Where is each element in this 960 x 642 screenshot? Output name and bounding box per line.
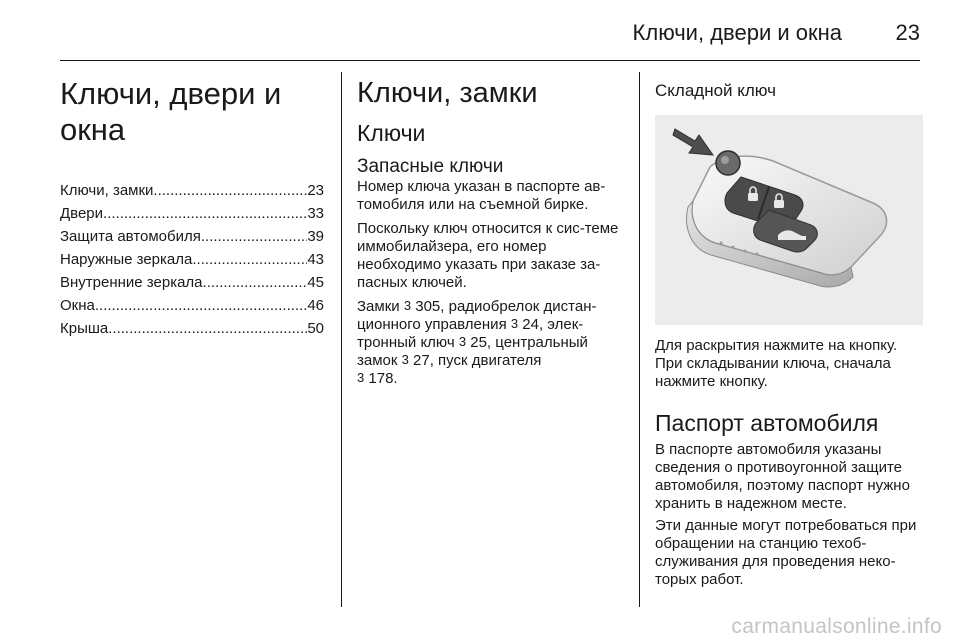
column-divider-1 — [341, 72, 342, 607]
paragraph: Номер ключа указан в паспорте ав-томобиля или на съемной бирке. — [357, 178, 606, 213]
toc-label: Наружные зеркала — [60, 251, 193, 268]
folding-key-column — [655, 72, 923, 595]
toc-leader — [153, 181, 307, 200]
toc-item[interactable] — [60, 296, 324, 315]
toc-page: 39 — [307, 228, 324, 245]
link-text[interactable]: 25, центральный замок — [357, 334, 588, 369]
column-divider-2 — [639, 72, 640, 607]
toc-label: Ключи, замки — [60, 182, 154, 199]
watermark: carmanualsonline.info — [731, 615, 942, 638]
toc-page: 45 — [307, 274, 324, 291]
cross-reference-paragraph — [357, 298, 625, 388]
running-header-title: Ключи, двери и окна — [632, 20, 842, 45]
chapter-title: Ключи, двери и окна — [60, 76, 282, 147]
paragraph: Эти данные могут потребоваться при обращении на станцию техоб-служивания для проведения неко-торых работ. — [655, 517, 917, 588]
toc-item[interactable] — [60, 227, 324, 246]
toc-leader — [95, 296, 307, 315]
page-number: 23 — [895, 20, 920, 45]
toc-leader — [192, 250, 307, 269]
header-rule — [60, 60, 920, 61]
toc-leader — [201, 227, 307, 246]
paragraph: Поскольку ключ относится к сис-теме иммобилайзера, его номер необходимо указать при заказе за-пасных ключей. — [357, 220, 619, 291]
toc-page: 46 — [307, 297, 324, 314]
vehicle-passport-heading: Паспорт автомобиля — [655, 410, 879, 436]
section-title: Ключи, замки — [357, 77, 538, 109]
toc-item[interactable] — [60, 204, 324, 223]
link-text[interactable]: 305, радиобрелок дистан-ционного управления — [357, 298, 597, 333]
chapter-toc-column — [60, 72, 324, 342]
folding-key-icon — [655, 115, 923, 325]
toc-leader — [203, 273, 308, 292]
toc-label: Защита автомобиля — [60, 228, 201, 245]
toc-leader — [103, 204, 307, 223]
link-text[interactable]: 24, элек-тронный ключ — [357, 316, 584, 351]
text: Замки — [357, 298, 404, 315]
spare-keys-heading: Запасные ключи — [357, 156, 504, 177]
page-ref-arrow-icon: 3 — [357, 370, 365, 385]
folding-key-figure — [655, 115, 923, 325]
page-ref-arrow-icon: 3 — [458, 334, 467, 349]
page-ref-arrow-icon: 3 — [510, 316, 519, 331]
toc-label: Двери — [60, 205, 104, 222]
paragraph: В паспорте автомобиля указаны сведения о противоугонной защите автомобиля, поэтому паспорт нужно хранить в надежном месте. — [655, 441, 910, 512]
toc-page: 23 — [307, 182, 324, 199]
folding-key-heading: Складной ключ — [655, 81, 777, 100]
toc-label: Крыша — [60, 320, 109, 337]
page-ref-arrow-icon: 3 — [401, 352, 409, 367]
subsection-title: Ключи — [357, 120, 426, 146]
toc-leader — [108, 319, 307, 338]
link-text[interactable]: 27, пуск двигателя — [413, 352, 542, 369]
link-text[interactable]: 178. — [368, 370, 398, 387]
toc-page: 50 — [307, 320, 324, 337]
toc-label: Внутренние зеркала — [60, 274, 203, 291]
toc-page: 43 — [307, 251, 324, 268]
page-header — [0, 0, 960, 62]
toc-item[interactable] — [60, 319, 324, 338]
toc-label: Окна — [60, 297, 95, 314]
toc-page: 33 — [307, 205, 324, 222]
keys-locks-column — [357, 72, 625, 394]
toc-item[interactable] — [60, 250, 324, 269]
paragraph: Для раскрытия нажмите на кнопку. При складывании ключа, сначала нажмите кнопку. — [655, 337, 898, 390]
page-ref-arrow-icon: 3 — [403, 298, 412, 313]
toc-item[interactable] — [60, 181, 324, 200]
toc-item[interactable] — [60, 273, 324, 292]
toc-list — [60, 181, 324, 338]
